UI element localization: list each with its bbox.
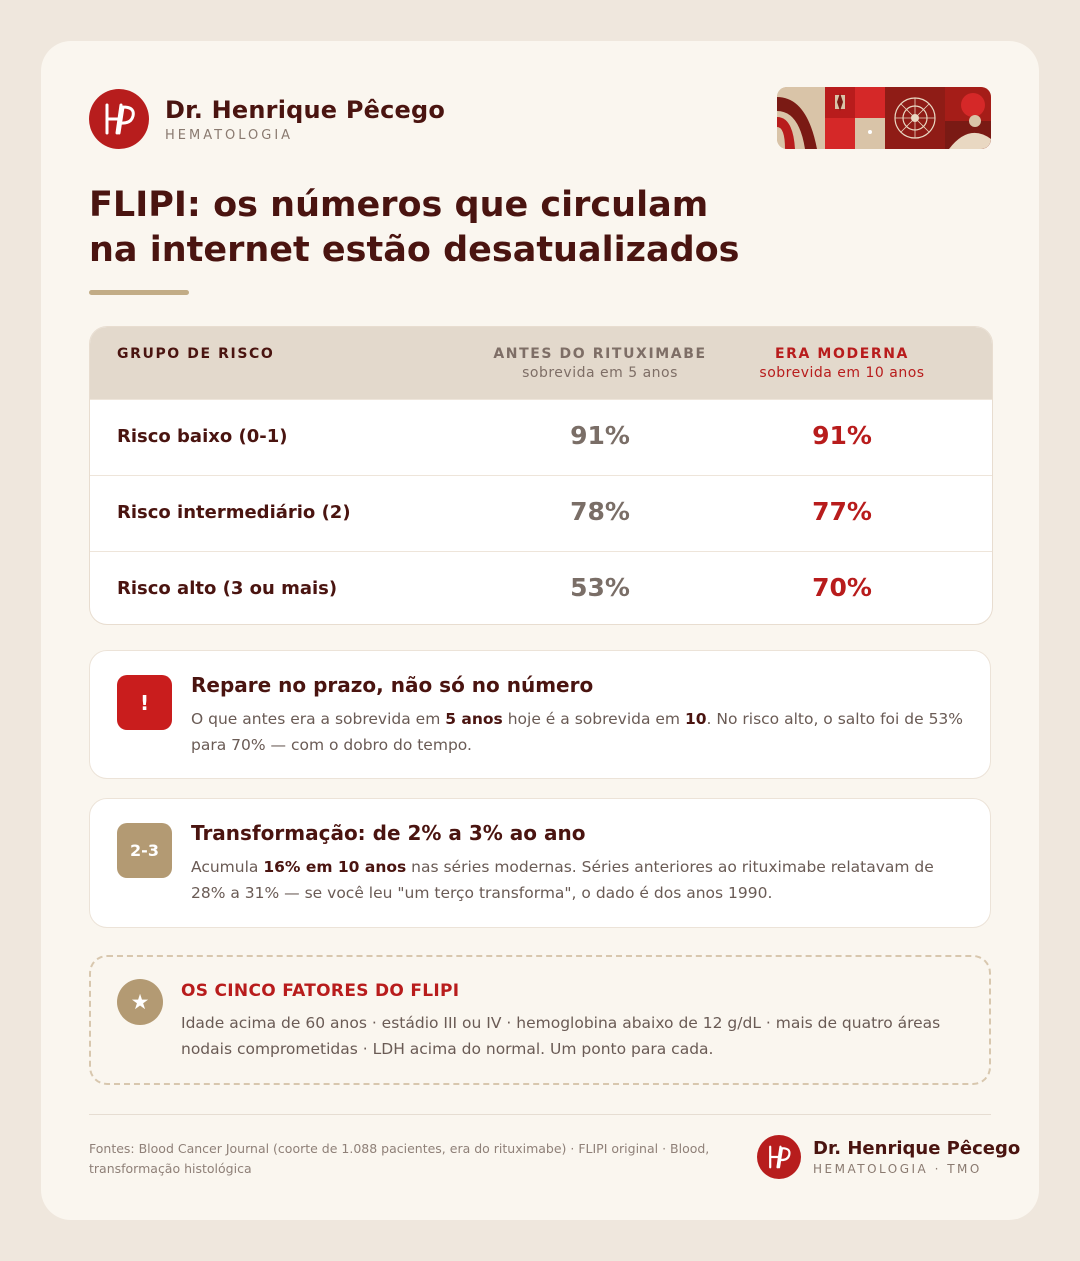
note-emphasis: 5 anos [445,710,503,728]
sources-text: Fontes: Blood Cancer Journal (coorte de 1.088 pacientes, era do rituximabe) · FLIPI original · Blood, transformação histológica [89,1141,710,1176]
row-new-value: 70% [812,573,872,602]
row-new-value: 77% [812,497,872,526]
brand-header [89,88,445,150]
note-timeframe-title: Repare no prazo, não só no número [191,673,594,697]
row-label: Risco alto (3 ou mais) [117,578,338,599]
title-underline [89,290,189,295]
header-risk-group: GRUPO DE RISCO [117,346,275,362]
footer-brand [757,1135,1020,1179]
star-icon: ★ [117,979,163,1025]
row-old-value: 78% [570,497,630,526]
table-header [90,327,992,399]
note-text: hoje é a sobrevida em [502,710,685,728]
header-pre-rituximab [480,346,720,381]
row-label: Risco baixo (0-1) [117,426,288,447]
survival-table [89,326,993,625]
note-emphasis: 16% em 10 anos [263,858,407,876]
flipi-factors-box [89,955,991,1085]
footer-divider [89,1114,991,1115]
note-text: nas séries modernas. Séries anteriores ao rituximabe relatavam de 28% a 31% — se você leu "um terço transforma", o dado é dos anos 1990. [191,858,934,902]
decorative-pattern-banner [777,87,991,149]
row-label: Risco intermediário (2) [117,502,351,523]
note-timeframe-body [191,706,971,758]
page-title [89,183,789,273]
factors-title: OS CINCO FATORES DO FLIPI [181,981,460,1001]
brand-name: Dr. Henrique Pêcego [165,95,446,124]
header-modern-era [722,346,962,381]
header-pre-rituximab-sub: sobrevida em 5 anos [522,365,678,381]
note-transformation-body [191,854,971,906]
table-row [90,475,992,551]
row-old-value: 53% [570,573,630,602]
table-row [90,551,992,625]
header-pre-rituximab-label: ANTES DO RITUXIMABE [493,346,707,362]
note-text: . No risco alto, o salto foi de 53% para 70% — com o dobro do tempo. [191,710,964,754]
title-line-2: na internet estão desatualizados [89,230,740,270]
note-timeframe [89,650,991,779]
exclamation-icon: ! [117,675,172,730]
row-old-value: 91% [570,421,630,450]
brand-subtitle: HEMATOLOGIA [165,127,294,143]
transformation-rate-badge: 2-3 [117,823,172,878]
title-line-1: FLIPI: os números que circulam [89,185,709,225]
header-modern-era-sub: sobrevida em 10 anos [759,365,925,381]
infographic-card [41,41,1039,1220]
hp-logo-icon [89,89,149,149]
note-text: Acumula [191,858,264,876]
footer-brand-subtitle: HEMATOLOGIA · TMO [813,1162,982,1176]
note-transformation [89,798,991,928]
header-modern-era-label: ERA MODERNA [774,346,909,362]
note-text: O que antes era a sobrevida em [191,710,446,728]
factors-body: Idade acima de 60 anos · estádio III ou IV · hemoglobina abaixo de 12 g/dL · mais de quatro áreas nodais comprometidas · LDH acima do normal. Um ponto para cada. [181,1014,941,1058]
hp-logo-icon [757,1135,801,1179]
row-new-value: 91% [812,421,872,450]
note-emphasis: 10 [684,710,707,728]
note-transformation-title: Transformação: de 2% a 3% ao ano [191,821,586,845]
table-row [90,399,992,475]
footer-brand-name: Dr. Henrique Pêcego [813,1138,1021,1159]
